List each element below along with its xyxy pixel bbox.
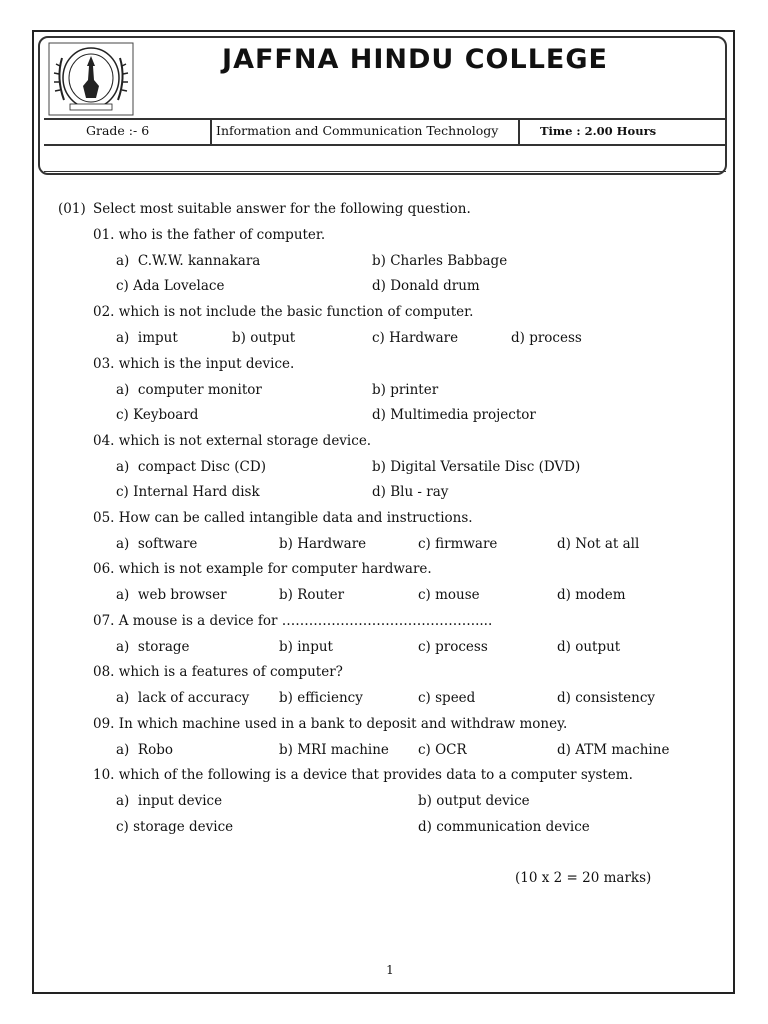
option-d: d) ATM machine xyxy=(557,742,670,758)
option-d: d) Multimedia projector xyxy=(372,407,536,423)
option-b: b) output xyxy=(232,330,296,346)
college-title: JAFFNA HINDU COLLEGE xyxy=(222,44,608,75)
question-text: 05. How can be called intangible data and instructions. xyxy=(93,510,473,526)
option-d: d) modem xyxy=(557,587,626,603)
option-c: c) mouse xyxy=(418,587,480,603)
question-text: 09. In which machine used in a bank to deposit and withdraw money. xyxy=(93,716,568,732)
option-d: d) Not at all xyxy=(557,536,640,552)
option-c: c) process xyxy=(418,639,488,655)
option-a: a) storage xyxy=(116,639,190,655)
info-divider xyxy=(518,120,520,144)
option-b: b) efficiency xyxy=(279,690,363,706)
marks-total: (10 x 2 = 20 marks) xyxy=(515,870,652,886)
option-b: b) Digital Versatile Disc (DVD) xyxy=(372,459,581,475)
option-b: b) input xyxy=(279,639,333,655)
question-text: 06. which is not example for computer hardware. xyxy=(93,561,432,577)
option-a: a) Robo xyxy=(116,742,173,758)
option-d: d) communication device xyxy=(418,819,590,835)
subject-label: Information and Communication Technology xyxy=(216,123,499,138)
college-crest-icon xyxy=(48,42,134,116)
option-c: c) Keyboard xyxy=(116,407,199,423)
option-a: a) computer monitor xyxy=(116,382,262,398)
question-text: 02. which is not include the basic function of computer. xyxy=(93,304,474,320)
option-d: d) consistency xyxy=(557,690,656,706)
page-number: 1 xyxy=(386,963,394,977)
option-a: a) web browser xyxy=(116,587,227,603)
info-divider xyxy=(210,120,212,144)
option-c: c) Ada Lovelace xyxy=(116,278,225,294)
option-b: b) Charles Babbage xyxy=(372,253,508,269)
question-text: 03. which is the input device. xyxy=(93,356,295,372)
section-number: (01) xyxy=(58,201,86,217)
option-c: c) speed xyxy=(418,690,476,706)
option-a: a) C.W.W. kannakara xyxy=(116,253,261,269)
option-d: d) Blu - ray xyxy=(372,484,449,500)
option-d: d) Donald drum xyxy=(372,278,480,294)
header-divider xyxy=(44,171,726,172)
option-a: a) imput xyxy=(116,330,178,346)
section-instruction: Select most suitable answer for the following question. xyxy=(93,201,471,217)
option-d: d) process xyxy=(511,330,582,346)
option-b: b) Router xyxy=(279,587,345,603)
option-a: a) lack of accuracy xyxy=(116,690,250,706)
header-info-row xyxy=(44,118,726,146)
option-b: b) output device xyxy=(418,793,530,809)
question-text: 07. A mouse is a device for ……………………………………..... xyxy=(93,613,493,629)
question-text: 04. which is not external storage device. xyxy=(93,433,372,449)
option-b: b) Hardware xyxy=(279,536,367,552)
option-a: a) input device xyxy=(116,793,223,809)
option-b: b) MRI machine xyxy=(279,742,389,758)
option-d: d) output xyxy=(557,639,621,655)
option-a: a) compact Disc (CD) xyxy=(116,459,266,475)
option-c: c) firmware xyxy=(418,536,498,552)
option-b: b) printer xyxy=(372,382,439,398)
option-c: c) storage device xyxy=(116,819,234,835)
question-text: 10. which of the following is a device that provides data to a computer system. xyxy=(93,767,633,783)
option-c: c) Hardware xyxy=(372,330,459,346)
question-text: 08. which is a features of computer? xyxy=(93,664,343,680)
option-a: a) software xyxy=(116,536,198,552)
time-label: Time : 2.00 Hours xyxy=(540,124,657,138)
option-c: c) OCR xyxy=(418,742,467,758)
option-c: c) Internal Hard disk xyxy=(116,484,260,500)
grade-label: Grade :- 6 xyxy=(86,123,150,138)
question-text: 01. who is the father of computer. xyxy=(93,227,326,243)
